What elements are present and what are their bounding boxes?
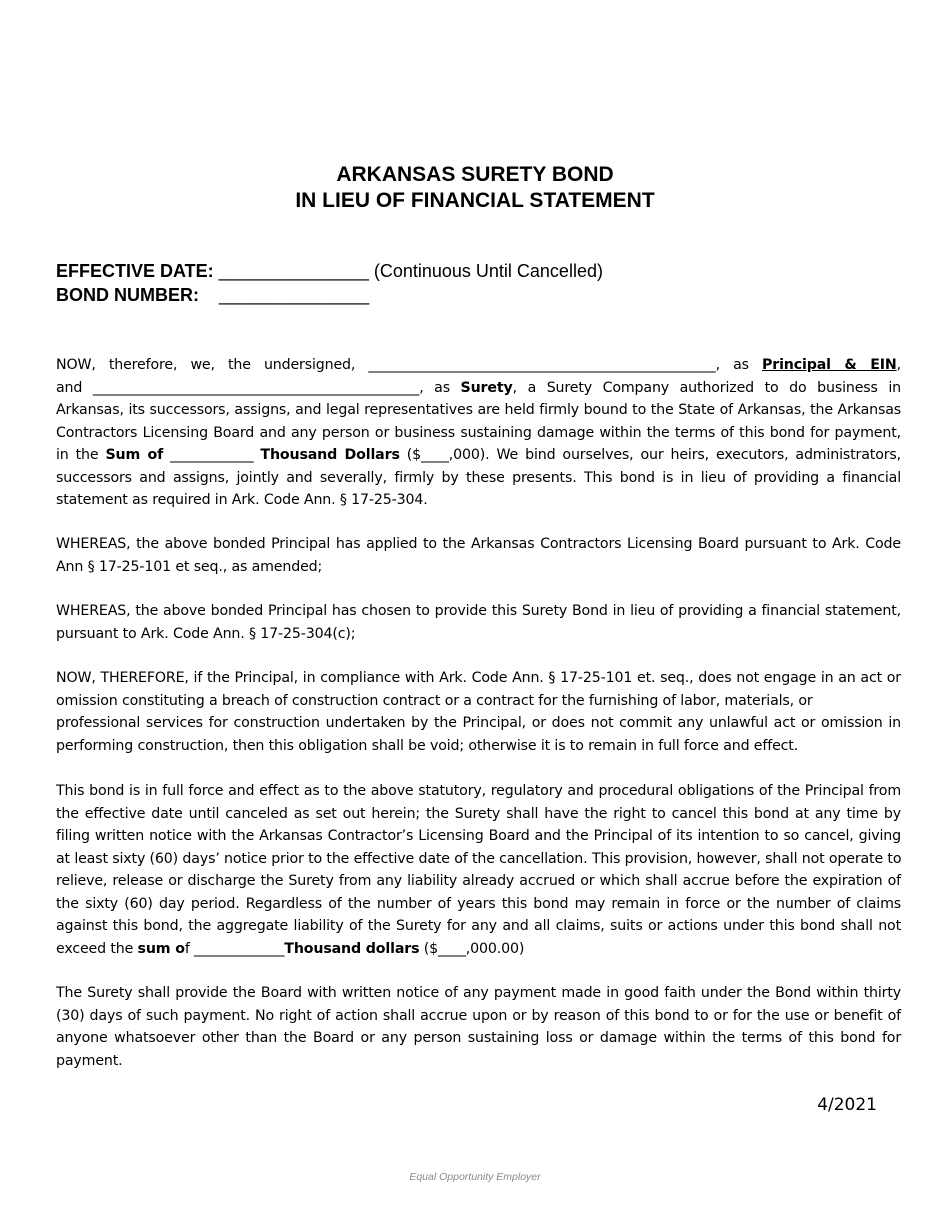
paragraph-line: Arkansas, its successors, assigns, and legal representatives are held firmly bound to the State of Arkansas, the Arkansas — [56, 402, 901, 418]
bond-number-row — [56, 283, 369, 307]
sum-amount-field[interactable]: ____________ — [163, 447, 261, 463]
paragraph-line: filing written notice with the Arkansas Contractor’s Licensing Board and the Principal of its intention to so cancel, giving — [56, 828, 901, 844]
paragraph-line: Ann § 17-25-101 et seq., as amended; — [56, 558, 323, 575]
effective-date-field[interactable]: _______________ — [213, 261, 374, 281]
paragraph-now-therefore — [56, 667, 901, 757]
paragraph-whereas-chosen — [56, 600, 901, 645]
text-fragment: ($____,000.00) — [419, 940, 525, 957]
paragraph-obligation — [56, 354, 901, 512]
text-fragment: , a Surety Company authorized to do business in — [512, 379, 901, 396]
paragraph-line: WHEREAS, the above bonded Principal has chosen to provide this Surety Bond in lieu of providing a financial statement, — [56, 603, 901, 619]
aggregate-amount-field[interactable]: f _____________ — [184, 940, 285, 957]
paragraph-line: performing construction, then this obligation shall be void; otherwise it is to remain in full force and effect. — [56, 737, 799, 754]
paragraph-line — [56, 444, 901, 467]
sum-of-label: Sum of — [105, 447, 164, 463]
paragraph-line: the effective date until canceled as set out herein; the Surety shall have the right to cancel this bond at any time by — [56, 805, 901, 822]
document-title-line-1: ARKANSAS SURETY BOND — [336, 163, 614, 186]
paragraph-line — [56, 377, 901, 400]
sum-of-label: sum o — [137, 940, 185, 957]
surety-name-field[interactable]: and _______________________________________________, as — [56, 379, 461, 396]
revision-date: 4/2021 — [817, 1095, 877, 1115]
effective-date-label: EFFECTIVE DATE: — [56, 261, 214, 281]
bond-number-field[interactable]: _______________ — [199, 285, 370, 305]
text-fragment: exceed the — [56, 940, 138, 957]
text-fragment: ($____,000). We bind ourselves, our heirs, executors, administrators, — [399, 447, 902, 463]
paragraph-line: This bond is in full force and effect as to the above statutory, regulatory and procedural obligations of the Principal from — [56, 783, 901, 799]
paragraph-line: WHEREAS, the above bonded Principal has applied to the Arkansas Contractors Licensing Board pursuant to Ark. Code — [56, 536, 901, 552]
principal-ein-label: Principal & EIN — [762, 357, 897, 373]
paragraph-line: payment. — [56, 1052, 123, 1069]
paragraph-line: statement as required in Ark. Code Ann. § 17-25-304. — [56, 492, 428, 508]
paragraph-line: against this bond, the aggregate liability of the Surety for any and all claims, suits or actions under this bond shall not — [56, 918, 901, 934]
principal-name-field[interactable]: NOW, therefore, we, the undersigned, __________________________________________________, as — [56, 357, 762, 373]
text-fragment: , — [896, 357, 901, 373]
paragraph-line: (30) days of such payment. No right of action shall accrue upon or by reason of this bond to or for the use or benefit of — [56, 1007, 901, 1024]
paragraph-line: the sixty (60) day period. Regardless of the number of years this bond may remain in force or the number of claims — [56, 895, 901, 912]
surety-label: Surety — [460, 379, 513, 396]
paragraph-line: professional services for construction undertaken by the Principal, or does not commit any unlawful act or omission in — [56, 715, 901, 731]
paragraph-whereas-applied — [56, 533, 901, 578]
paragraph-line: successors and assigns, jointly and severally, firmly by these presents. This bond is in lieu of providing a financial — [56, 469, 901, 486]
paragraph-line: relieve, release or discharge the Surety from any liability already accrued or which shall accrue before the expiration of — [56, 873, 901, 889]
paragraph-notice — [56, 982, 901, 1072]
paragraph-line: Contractors Licensing Board and any person or business sustaining damage within the terms of this bond for payment, — [56, 424, 901, 441]
thousand-dollars-label: Thousand dollars — [284, 940, 420, 957]
paragraph-line — [56, 938, 901, 961]
effective-date-row — [56, 259, 603, 283]
text-fragment: in the — [56, 447, 106, 463]
footer-eoe: Equal Opportunity Employer — [409, 1171, 541, 1183]
thousand-dollars-label: Thousand Dollars — [260, 447, 400, 463]
paragraph-line: anyone whatsoever other than the Board or any person sustaining loss or damage within the terms of this bond for — [56, 1030, 901, 1046]
bond-number-label: BOND NUMBER: — [56, 285, 199, 305]
paragraph-line: NOW, THEREFORE, if the Principal, in compliance with Ark. Code Ann. § 17-25-101 et. seq., does not engage in an act or — [56, 670, 901, 686]
paragraph-line: at least sixty (60) days’ notice prior to the effective date of the cancellation. This provision, however, shall not operate to — [56, 850, 902, 867]
paragraph-line: pursuant to Ark. Code Ann. § 17-25-304(c); — [56, 625, 356, 642]
document-title-line-2: IN LIEU OF FINANCIAL STATEMENT — [295, 189, 655, 212]
paragraph-line: omission constituting a breach of construction contract or a contract for the furnishing of labor, materials, or — [56, 692, 813, 709]
paragraph-line — [56, 354, 901, 377]
paragraph-full-force — [56, 780, 901, 960]
effective-date-note: (Continuous Until Cancelled) — [373, 261, 603, 281]
paragraph-line: The Surety shall provide the Board with written notice of any payment made in good faith under the Bond within thirty — [56, 985, 901, 1001]
